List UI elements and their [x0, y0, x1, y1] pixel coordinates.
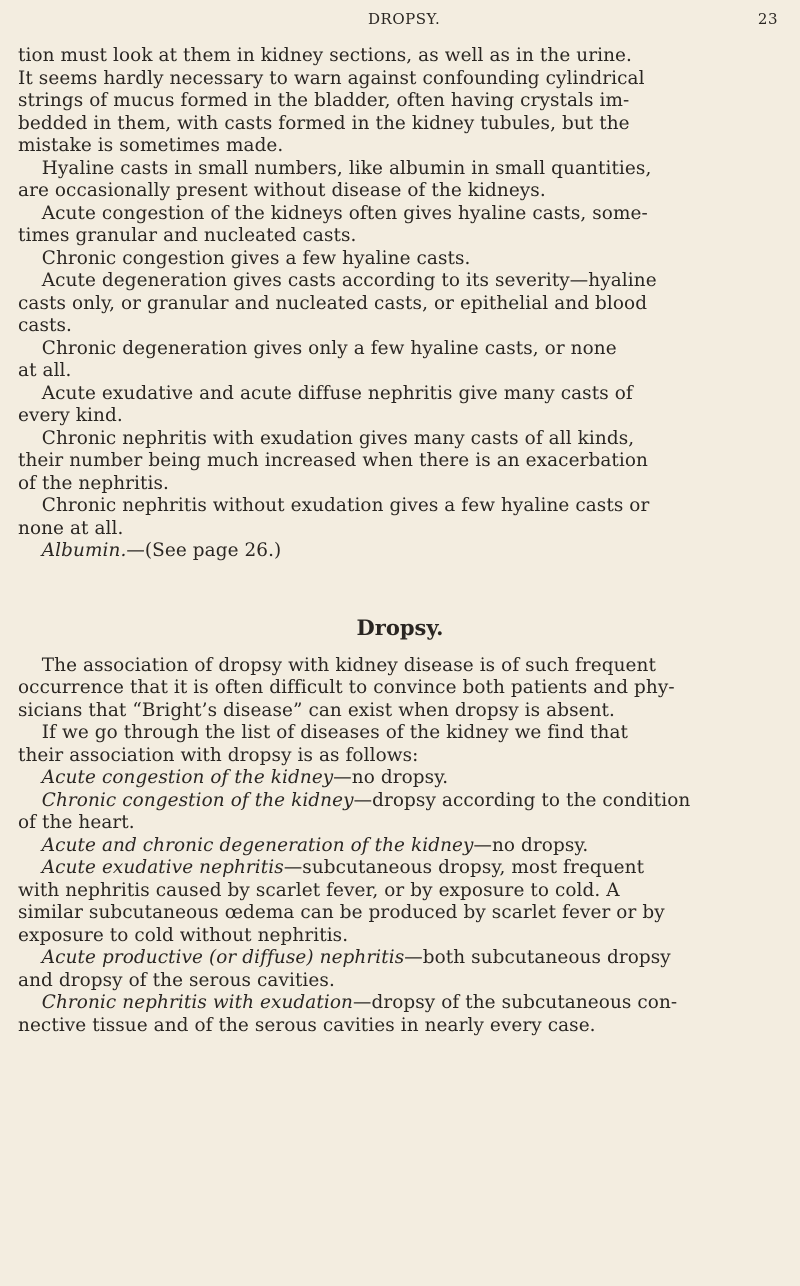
disease-item-text: exposure to cold without nephritis. [18, 924, 349, 946]
disease-item-text: nective tissue and of the serous cavities in nearly every case. [18, 1014, 596, 1036]
text-line: Acute exudative and acute diffuse nephritis give many casts of [18, 382, 633, 404]
running-title: DROPSY. [368, 10, 441, 28]
disease-item-line [18, 835, 782, 858]
text-line: sicians that “Bright’s disease” can exist when dropsy is absent. [18, 699, 615, 721]
disease-item-label: Chronic nephritis with exudation [41, 992, 353, 1013]
text-line: Chronic degeneration gives only a few hyaline casts, or none [18, 337, 617, 359]
text-line: Chronic nephritis without exudation gives a few hyaline casts or [18, 495, 650, 516]
disease-item-line [18, 925, 782, 948]
disease-item-line [18, 767, 782, 790]
albumin-ref-text: —(See page 26.) [126, 540, 282, 561]
text-line: casts. [18, 315, 72, 336]
text-line: tion must look at them in kidney sections, as well as in the urine. [18, 45, 632, 66]
text-line: of the nephritis. [18, 472, 169, 494]
text-line: strings of mucus formed in the bladder, often having crystals im- [18, 90, 630, 111]
text-line: Chronic congestion gives a few hyaline casts. [18, 247, 471, 269]
text-line: Acute congestion of the kidneys often gives hyaline casts, some- [18, 202, 648, 224]
disease-item-line [18, 992, 782, 1015]
disease-item-text: with nephritis caused by scarlet fever, or by exposure to cold. A [18, 879, 620, 901]
disease-item-label: Acute exudative nephritis [41, 857, 284, 878]
disease-item-line [18, 970, 782, 993]
text-line: It seems hardly necessary to warn against confounding cylindrical [18, 67, 645, 89]
text-line: occurrence that it is often difficult to convince both patients and phy- [18, 677, 675, 698]
disease-item-label: Acute productive (or diffuse) nephritis [41, 947, 405, 968]
text-line: every kind. [18, 405, 123, 426]
disease-item-line [18, 812, 782, 835]
text-line: casts only, or granular and nucleated casts, or epithelial and blood [18, 292, 648, 314]
text-line: at all. [18, 360, 72, 381]
text-line: Hyaline casts in small numbers, like albumin in small quantities, [18, 157, 652, 179]
paragraph-block-dropsy [18, 655, 782, 768]
disease-item-label: Chronic congestion of the kidney [41, 789, 354, 811]
disease-item-text: —no dropsy. [473, 834, 589, 856]
disease-item-line [18, 880, 782, 903]
albumin-reference [18, 540, 782, 563]
disease-item-label: Acute and chronic degeneration of the kidney [41, 834, 474, 856]
text-line: The association of dropsy with kidney disease is of such frequent [18, 654, 656, 676]
text-line: are occasionally present without disease of the kidneys. [18, 180, 546, 201]
disease-item-line [18, 947, 782, 970]
text-line: If we go through the list of diseases of the kidney we find that [18, 722, 628, 743]
paragraph-block-casts [18, 45, 782, 540]
disease-item-text: of the heart. [18, 812, 135, 833]
disease-item-text: —dropsy of the subcutaneous con- [352, 992, 678, 1013]
disease-item-text: —dropsy according to the condition [353, 789, 691, 811]
disease-item-line [18, 857, 782, 880]
page-number: 23 [757, 10, 778, 28]
disease-item-text: —both subcutaneous dropsy [404, 947, 671, 968]
text-line: none at all. [18, 517, 124, 539]
disease-item-line [18, 902, 782, 925]
disease-item-text: —no dropsy. [333, 767, 449, 788]
disease-item-line [18, 790, 782, 813]
text-line: times granular and nucleated casts. [18, 225, 357, 246]
text-line: Chronic nephritis with exudation gives many casts of all kinds, [18, 427, 635, 449]
text-line: their number being much increased when there is an exacerbation [18, 450, 648, 471]
text-line: Acute degeneration gives casts according to its severity—hyaline [18, 270, 657, 291]
text-line: mistake is sometimes made. [18, 135, 284, 156]
disease-item-label: Acute congestion of the kidney [41, 767, 334, 788]
body-text [18, 45, 782, 1037]
disease-item-line [18, 1015, 782, 1038]
disease-item-text: similar subcutaneous œdema can be produced by scarlet fever or by [18, 902, 665, 923]
text-line: their association with dropsy is as follows: [18, 744, 419, 766]
text-line: bedded in them, with casts formed in the kidney tubules, but the [18, 112, 630, 134]
disease-item-text: —subcutaneous dropsy, most frequent [283, 857, 645, 878]
running-head [0, 10, 800, 34]
section-heading: Dropsy. [356, 614, 444, 640]
disease-item-text: and dropsy of the serous cavities. [18, 969, 335, 991]
disease-list [18, 767, 782, 1037]
albumin-label: Albumin. [41, 540, 127, 561]
